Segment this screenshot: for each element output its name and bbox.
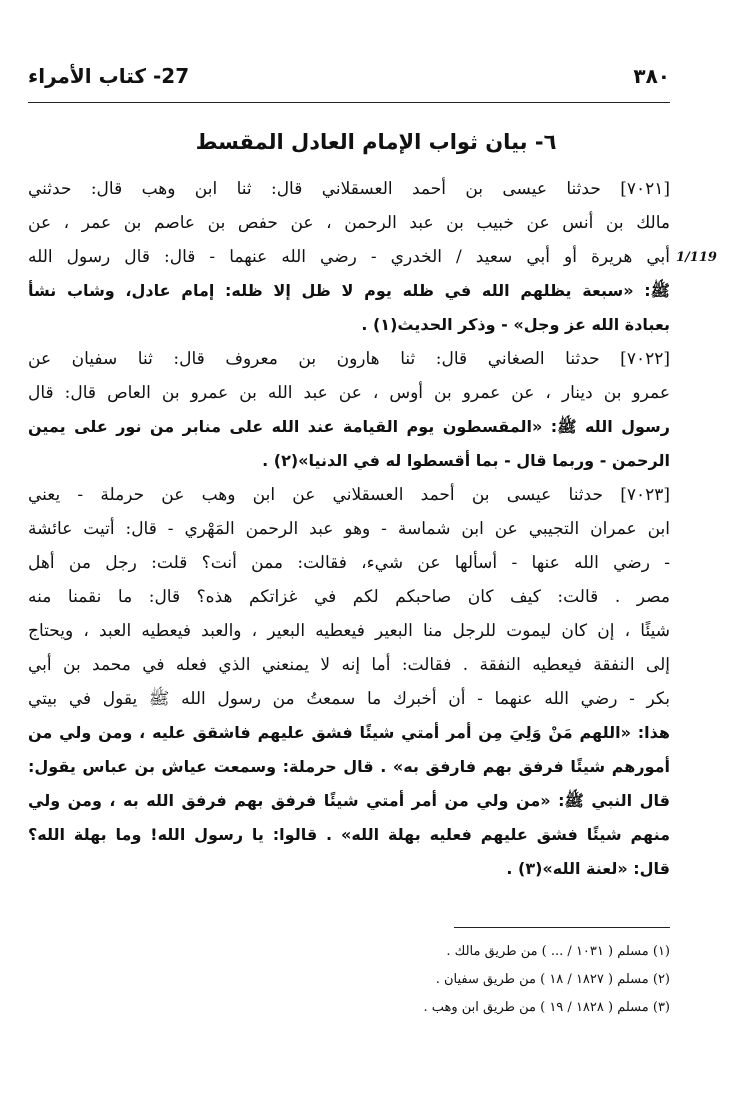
text-line: قال النبي ﷺ: «من ولي من أمر أمتي شيئًا فرفق بهم فرفق الله به ، ومن ولي	[28, 791, 670, 810]
manuscript-folio-ref: 1/119	[676, 250, 717, 265]
footnotes	[210, 938, 670, 1022]
text-line: منهم شيئًا فشق عليهم فعليه بهلة الله» . قالوا: يا رسول الله! وما بهلة الله؟	[28, 825, 670, 844]
footnote: (٢) مسلم ( ١٨٢٧ / ١٨ ) من طريق سفيان .	[435, 972, 670, 987]
footnote: (٣) مسلم ( ١٨٢٨ / ١٩ ) من طريق ابن وهب .	[423, 1000, 670, 1015]
text-line: ﷺ: «سبعة يظلهم الله في ظله يوم لا ظل إلا ظله: إمام عادل، وشاب نشأ	[28, 281, 670, 300]
hadith-text	[28, 172, 670, 886]
text-line: - رضي الله عنها - أسألها عن شيء، فقالت: ممن أنت؟ قلت: رجل من أهل	[28, 553, 670, 573]
text-line: [٧٠٢١] حدثنا عيسى بن أحمد العسقلاني قال: ثنا ابن وهب قال: حدثني	[28, 179, 670, 199]
chapter-title: ٦- بيان ثواب الإمام العادل المقسط	[195, 130, 557, 154]
text-line: ابن عمران التجيبي عن ابن شماسة - وهو عبد الرحمن المَهْري - قال: أتيت عائشة	[28, 519, 670, 539]
text-line: قال: «لعنة الله»(٣) .	[506, 859, 670, 878]
text-line: أمورهم شيئًا فرفق بهم فارفق به» . قال حرملة: وسمعت عياش بن عباس يقول:	[28, 757, 670, 776]
page-number: ٣٨٠	[633, 64, 670, 88]
text-line: الرحمن - وربما قال - بما أقسطوا له في الدنيا»(٢) .	[262, 451, 670, 470]
header-rule	[28, 102, 670, 103]
footnote-rule	[454, 927, 670, 928]
text-line: [٧٠٢٢] حدثنا الصغاني قال: ثنا هارون بن معروف قال: ثنا سفيان عن	[28, 349, 670, 369]
text-line: بعبادة الله عز وجل» - وذكر الحديث(١) .	[361, 315, 670, 334]
text-line: هذا: «اللهم مَنْ وَلِيَ مِن أمر أمتي شيئًا فشق عليهم فاشقق عليه ، ومن ولي من	[28, 723, 670, 742]
text-line: بكر - رضي الله عنهما - أن أخبرك ما سمعتُ من رسول الله ﷺ يقول في بيتي	[28, 689, 670, 709]
text-line: رسول الله ﷺ: «المقسطون يوم القيامة عند الله على منابر من نور على يمين	[28, 417, 670, 436]
footnote: (١) مسلم ( ١٠٣١ / ... ) من طريق مالك .	[446, 944, 670, 959]
text-line: إلى النفقة فيعطيه النفقة . فقالت: أما إنه لا يمنعني الذي فعله في محمد بن أبي	[28, 655, 670, 675]
text-line: أبي هريرة أو أبي سعيد / الخدري - رضي الله عنهما - قال: قال رسول الله	[28, 247, 670, 267]
text-line: مصر . قالت: كيف كان صاحبكم لكم في غزاتكم هذه؟ قال: ما نقمنا منه	[28, 587, 670, 607]
text-line: مالك بن أنس عن خبيب بن عبد الرحمن ، عن حفص بن عاصم بن عمر ، عن	[28, 213, 670, 233]
text-line: شيئًا ، إن كان ليموت للرجل منا البعير فيعطيه البعير ، والعبد فيعطيه العبد ، ويحتاج	[28, 621, 670, 641]
text-line: [٧٠٢٣] حدثنا عيسى بن أحمد العسقلاني عن ابن وهب عن حرملة - يعني	[28, 485, 670, 505]
book-title: 27- كتاب الأمراء	[28, 64, 190, 88]
text-line: عمرو بن دينار ، عن عمرو بن أوس ، عن عبد الله بن عمرو بن العاص قال: قال	[28, 383, 670, 403]
running-header	[28, 60, 670, 100]
